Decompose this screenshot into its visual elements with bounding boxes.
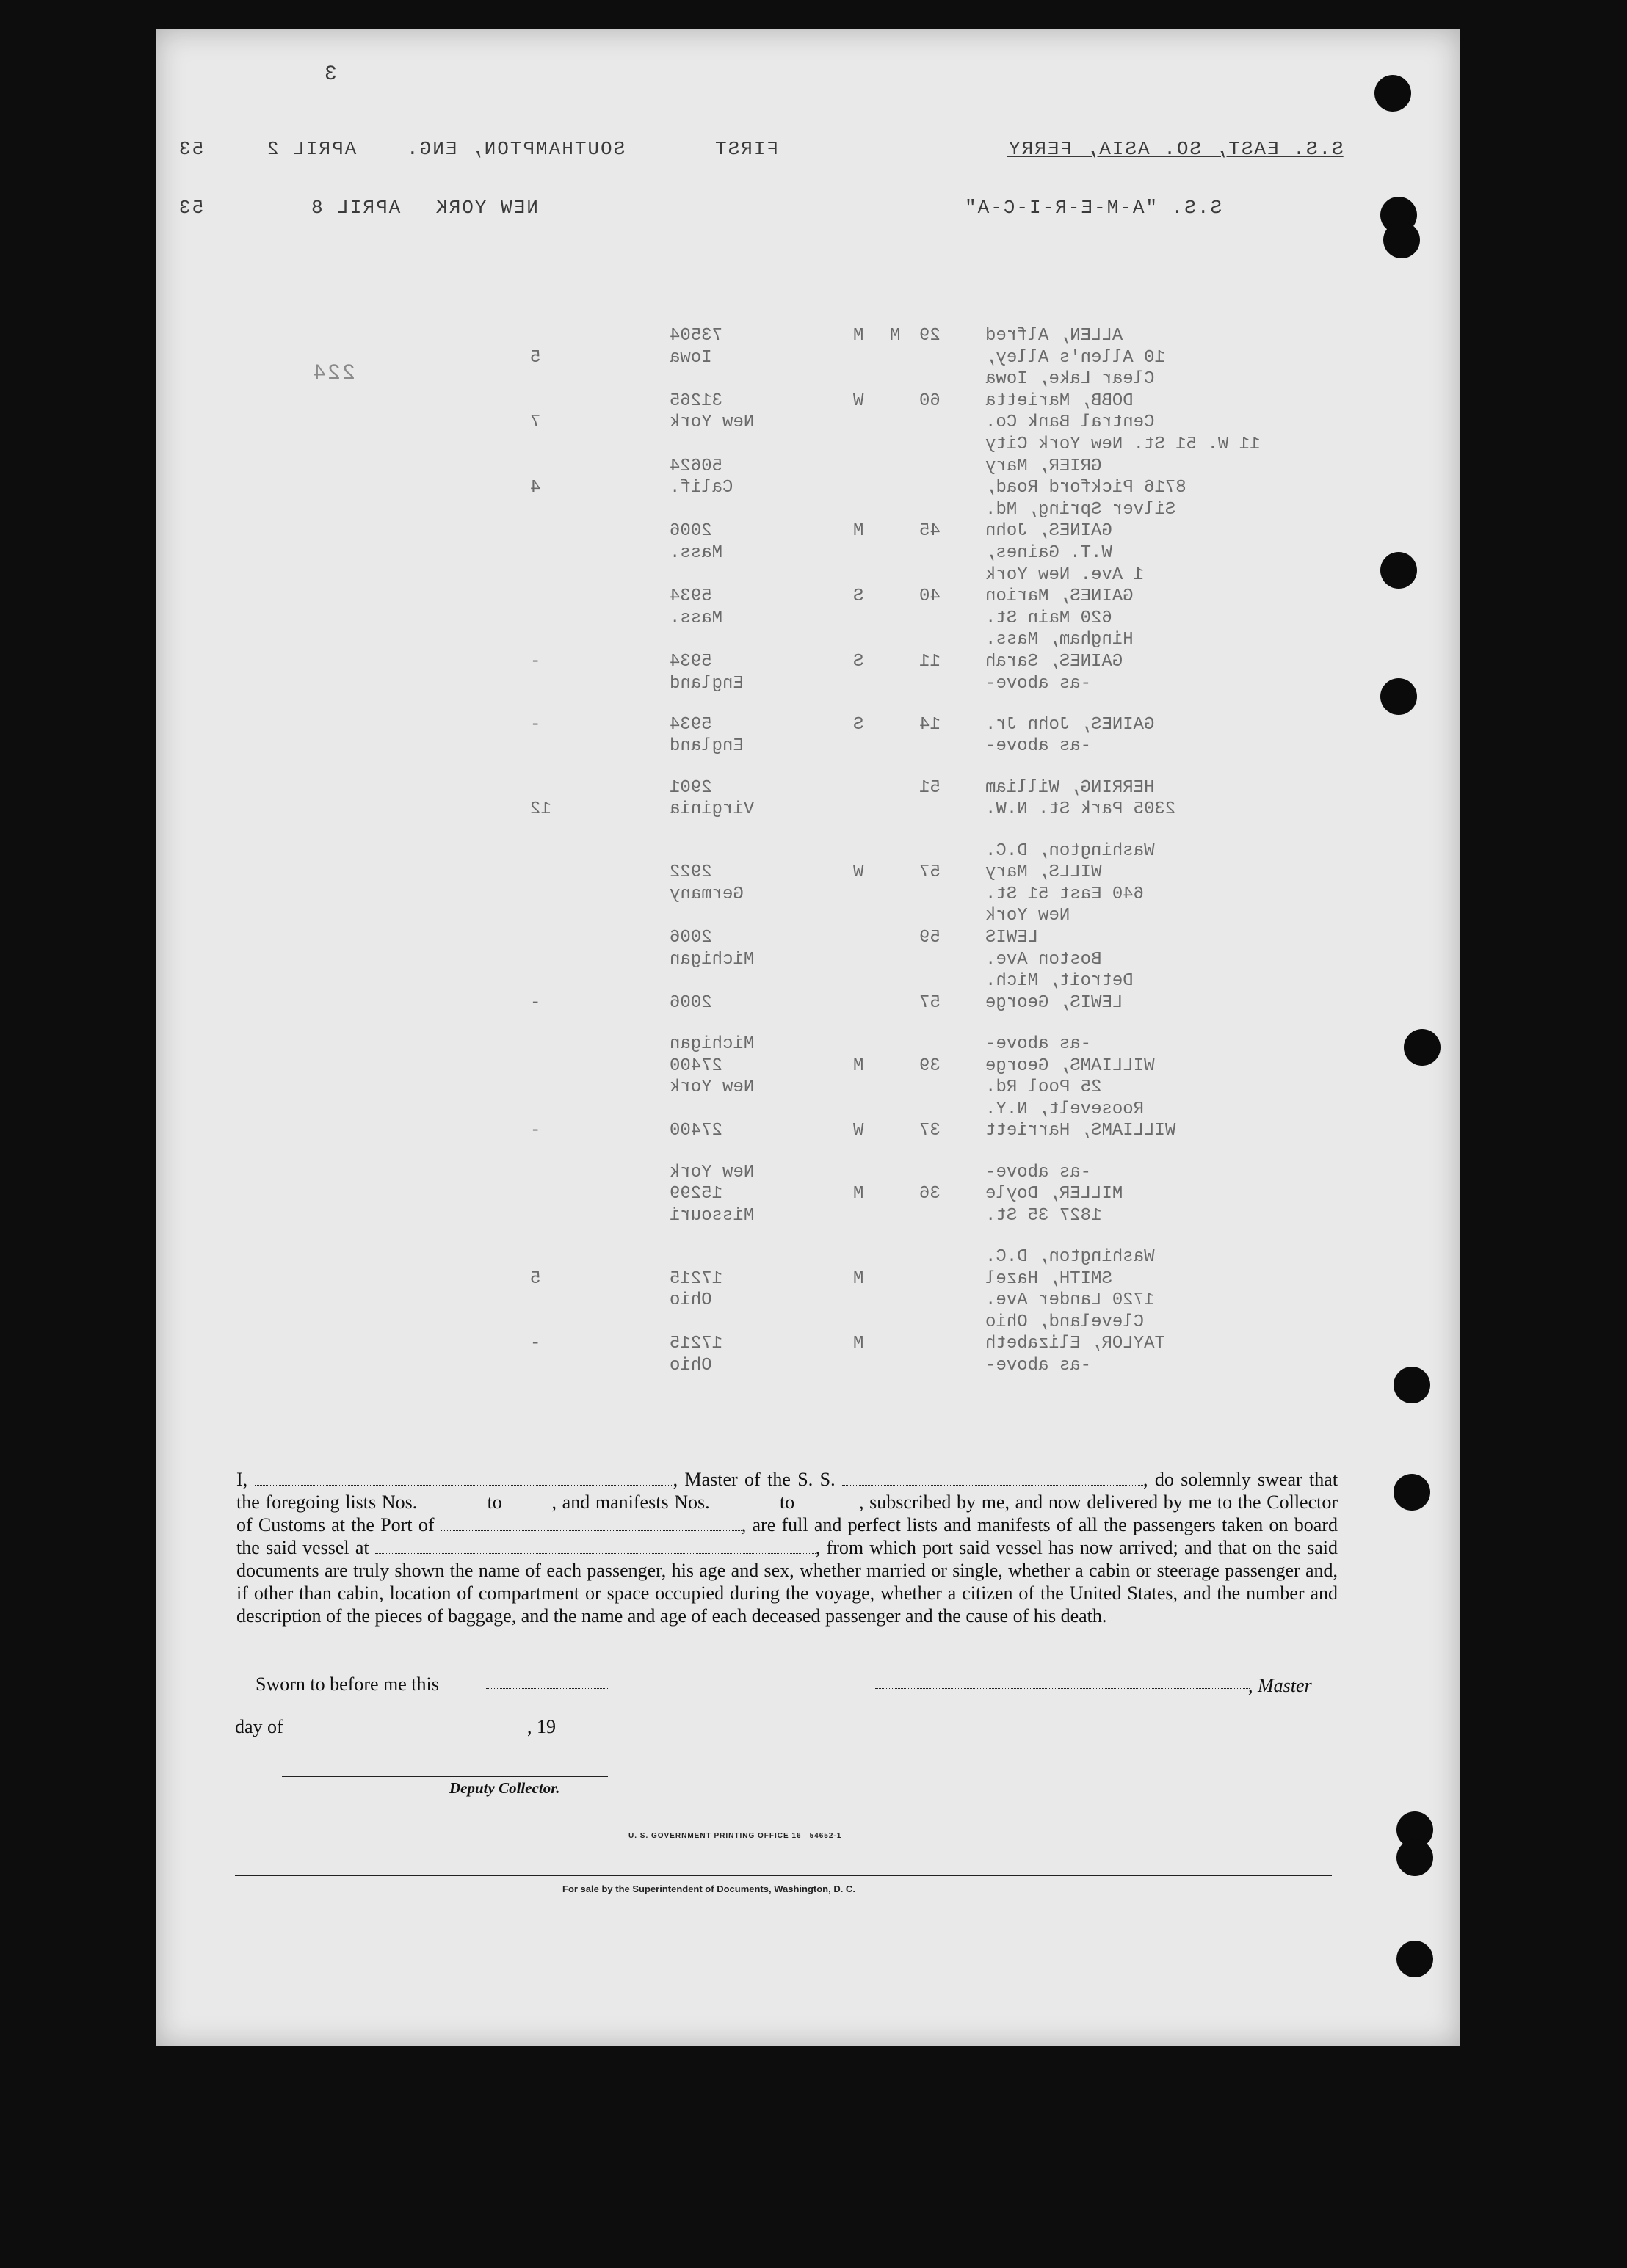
master-label: , Master (1248, 1675, 1312, 1696)
row-dest: Missouri (670, 1205, 755, 1226)
header-port: SOUTHAMPTON, ENG. (405, 138, 626, 160)
decl-to-2: to (780, 1491, 795, 1513)
row-entry: -as above- (985, 1033, 1092, 1054)
decl-manifests-all: manifests of all the passengers taken on board the said vessel at (236, 1514, 1338, 1558)
row-entry: Central Bank Co. (985, 412, 1155, 433)
header-class: FIRST (714, 138, 779, 160)
row-count: - (530, 992, 541, 1013)
decl-body: port said vessel has now arrived; and that on the said documents are truly shown the name of each passenger, his age and sex, whether married or single, whether a cabin or steerage passenger and, if other than cabin, location of compartment or space occupied during the voyage, whether a citizen of the United States, and the number and description of the pieces of baggage, and the name and age of each deceased passenger and the cause of his death. (236, 1537, 1338, 1627)
passenger-row (156, 884, 1460, 906)
row-age: 29 (919, 326, 941, 346)
row-dest: Germany (670, 884, 744, 904)
passenger-row (156, 457, 1460, 479)
row-dest: Mass. (670, 543, 723, 563)
row-ref: 2006 (670, 992, 712, 1013)
row-entry: LEWIS (985, 927, 1039, 948)
row-count: - (530, 1121, 541, 1141)
row-entry: LEWIS, George (985, 992, 1123, 1013)
row-ms: M (853, 1334, 864, 1354)
header-vessel: S.S. EAST, SO. ASIA, FERRY (1007, 138, 1344, 160)
row-entry: 11 W. 51 St. New York City (985, 435, 1261, 454)
decl-from-which: , from which (815, 1537, 916, 1558)
row-ms: M (853, 521, 864, 542)
row-ms: S (853, 652, 864, 672)
decl-swear: swear that the foregoing lists Nos. (236, 1469, 1338, 1513)
row-ms: S (853, 586, 864, 607)
row-entry: Hingham, Mass. (985, 630, 1134, 650)
row-entry: MILLER, Doyle (985, 1184, 1123, 1204)
punch-hole (1383, 222, 1420, 258)
row-entry: Detroit, Mich. (985, 971, 1134, 992)
passenger-row (156, 736, 1460, 758)
row-age: 40 (919, 586, 941, 607)
master-blank (875, 1688, 1250, 1689)
row-dest: New York (670, 412, 755, 433)
passenger-row (156, 1034, 1460, 1056)
row-entry: 2305 Park St. N.W. (985, 799, 1176, 820)
row-entry: Silver Spring, Md. (985, 499, 1176, 520)
row-entry: -as above- (985, 673, 1092, 694)
passenger-row (156, 993, 1460, 1015)
row-ref: 17215 (670, 1268, 723, 1289)
page-number: 3 (323, 63, 337, 86)
passenger-row (156, 1247, 1460, 1269)
row-dest: England (670, 673, 744, 694)
row-sex: M (890, 326, 901, 346)
day-of-label: day of (235, 1716, 283, 1737)
row-ms: W (853, 862, 864, 883)
row-entry: WILLIAMS, Harriett (985, 1121, 1176, 1141)
row-ref: 2006 (670, 927, 712, 948)
row-entry: ALLEN, Alfred (985, 326, 1123, 346)
row-ms: M (853, 1268, 864, 1289)
footer-rule (235, 1875, 1332, 1876)
row-dest: Calif. (670, 478, 733, 498)
row-entry: -as above- (985, 1162, 1092, 1182)
passenger-row (156, 906, 1460, 928)
passenger-row (156, 500, 1460, 522)
row-entry: Roosevelt, N.Y. (985, 1099, 1145, 1119)
row-entry: WILLIAMS, George (985, 1055, 1155, 1076)
passenger-row (156, 348, 1460, 370)
row-entry: 1 Ave. New York (985, 564, 1145, 585)
row-age: 36 (919, 1184, 941, 1204)
passenger-row (156, 841, 1460, 863)
row-age: 45 (919, 521, 941, 542)
row-count: 12 (530, 799, 551, 820)
passenger-row (156, 608, 1460, 630)
row-dest: Michigan (670, 949, 755, 970)
row-ref: 17215 (670, 1334, 723, 1354)
header-seq-no: 53 (178, 138, 204, 160)
row-age: 51 (919, 777, 941, 798)
row-entry: GAINES, John Jr. (985, 714, 1155, 735)
passenger-row (156, 1290, 1460, 1312)
punch-hole (1374, 75, 1411, 112)
passenger-row (156, 1334, 1460, 1356)
header-date-2: APRIL 8 (310, 197, 401, 219)
row-dest: Iowa (670, 347, 712, 368)
passenger-row (156, 565, 1460, 587)
row-dest: Ohio (670, 1356, 712, 1376)
row-ref: 27400 (670, 1121, 723, 1141)
row-entry: 10 Allen's Alley, (985, 347, 1165, 368)
passenger-row (156, 630, 1460, 652)
deputy-blank (282, 1776, 608, 1777)
header-date: APRIL 2 (266, 138, 357, 160)
passenger-row (156, 543, 1460, 565)
passenger-row (156, 1077, 1460, 1100)
row-count: - (530, 652, 541, 672)
sworn-blank (486, 1688, 608, 1689)
year-label: , 19 (527, 1716, 556, 1737)
row-entry: 1827 35 St. (985, 1205, 1102, 1226)
row-entry: GAINES, Marion (985, 586, 1134, 607)
decl-master-of: , Master of the S. S. (673, 1469, 836, 1490)
passenger-row (156, 950, 1460, 972)
row-entry: SMITH, Hazel (985, 1268, 1112, 1289)
row-ref: 2922 (670, 862, 712, 883)
row-ref: 2901 (670, 777, 712, 798)
row-count: 5 (530, 347, 541, 368)
row-dest: New York (670, 1162, 755, 1182)
row-age: 57 (919, 862, 941, 883)
punch-hole (1394, 1474, 1430, 1511)
header-port-2: NEW YORK (435, 197, 538, 219)
row-count: - (530, 714, 541, 735)
row-ms: W (853, 390, 864, 411)
row-entry: GAINES, John (985, 521, 1112, 542)
decl-to-1: to (487, 1491, 502, 1513)
row-dest: Virginia (670, 799, 755, 820)
row-age: 11 (919, 652, 941, 672)
row-dest: Michigan (670, 1033, 755, 1054)
passenger-row (156, 1100, 1460, 1122)
row-count: - (530, 1334, 541, 1354)
row-age: 60 (919, 390, 941, 411)
passenger-row (156, 391, 1460, 413)
passenger-row (156, 478, 1460, 500)
manifest-page (156, 29, 1460, 2046)
row-ref: 5934 (670, 652, 712, 672)
row-entry: Washington, D.C. (985, 1247, 1155, 1268)
row-dest: England (670, 736, 744, 757)
row-entry: Washington, D.C. (985, 840, 1155, 861)
row-entry: GRIER, Mary (985, 456, 1102, 476)
passenger-row (156, 1184, 1460, 1206)
passenger-row (156, 715, 1460, 737)
row-entry: TAYLOR, Elizabeth (985, 1334, 1165, 1354)
passenger-row (156, 674, 1460, 696)
row-ref: 31265 (670, 390, 723, 411)
passenger-row (156, 1056, 1460, 1078)
decl-i: I, (236, 1469, 248, 1490)
row-entry: 620 Main St. (985, 608, 1112, 628)
passenger-row (156, 586, 1460, 608)
row-entry: 25 Pool Rd. (985, 1077, 1102, 1098)
stamp-mark: 224 (311, 361, 356, 386)
footer-note: For sale by the Superintendent of Documents, Washington, D. C. (562, 1883, 855, 1894)
deputy-collector-label: Deputy Collector. (449, 1779, 560, 1797)
row-entry: 8716 Pickford Road, (985, 478, 1186, 498)
row-entry: Cleveland, Ohio (985, 1312, 1145, 1332)
row-entry: 1720 Lander Ave. (985, 1290, 1155, 1311)
row-age: 14 (919, 714, 941, 735)
header-ship-code: S.S. "A-M-E-R-I-C-A" (963, 197, 1222, 219)
row-entry: WILLS, Mary (985, 862, 1102, 883)
row-age: 57 (919, 992, 941, 1013)
row-ms: M (853, 1184, 864, 1204)
row-count: 4 (530, 478, 541, 498)
row-age: 37 (919, 1121, 941, 1141)
row-dest: Mass. (670, 608, 723, 628)
passenger-row (156, 326, 1460, 348)
row-ms: S (853, 714, 864, 735)
sworn-label: Sworn to before me this (256, 1673, 439, 1695)
decl-subscribed: , subscribed by me, and now (858, 1491, 1081, 1513)
row-entry: New York (985, 906, 1070, 926)
punch-hole (1396, 1839, 1433, 1876)
row-ref: 73504 (670, 326, 723, 346)
decl-full-perfect: , are full and perfect lists and (741, 1514, 971, 1535)
passenger-row (156, 799, 1460, 821)
row-entry: -as above- (985, 1356, 1092, 1376)
punch-hole (1396, 1941, 1433, 1977)
passenger-row (156, 1269, 1460, 1291)
row-dest: Ohio (670, 1290, 712, 1311)
row-count: 7 (530, 412, 541, 433)
master-declaration (236, 1468, 1338, 1627)
decl-solemnly: , do solemnly (1143, 1469, 1251, 1490)
decl-delivered: delivered by me to the Collector of Customs at the Port of (236, 1491, 1338, 1535)
row-age: 59 (919, 927, 941, 948)
passenger-row (156, 412, 1460, 435)
row-entry: W.T. Gaines, (985, 543, 1112, 563)
printing-office: U. S. GOVERNMENT PRINTING OFFICE 16—54652-1 (628, 1832, 842, 1840)
header-seq-no-2: 53 (178, 197, 204, 219)
row-entry: DOBB, Marietta (985, 390, 1134, 411)
row-ref: 5934 (670, 586, 712, 607)
passenger-row (156, 778, 1460, 800)
row-dest: New York (670, 1077, 755, 1098)
passenger-row (156, 1163, 1460, 1185)
passenger-row (156, 369, 1460, 391)
passenger-row (156, 971, 1460, 993)
row-ref: 5934 (670, 714, 712, 735)
row-entry: 640 East 51 St. (985, 884, 1145, 904)
passenger-row (156, 928, 1460, 950)
passenger-row (156, 652, 1460, 674)
passenger-row (156, 1121, 1460, 1143)
row-ms: W (853, 1121, 864, 1141)
passenger-row (156, 521, 1460, 543)
passenger-row (156, 862, 1460, 884)
passenger-row (156, 1312, 1460, 1334)
decl-manifests: , and manifests Nos. (551, 1491, 710, 1513)
row-entry: GAINES, Sarah (985, 652, 1123, 672)
row-entry: Boston Ave. (985, 949, 1102, 970)
row-entry: HERRING, William (985, 777, 1155, 798)
passenger-row (156, 1356, 1460, 1378)
passenger-row (156, 435, 1460, 457)
row-ref: 2006 (670, 521, 712, 542)
row-ref: 27400 (670, 1055, 723, 1076)
row-entry: Clear Lake, Iowa (985, 369, 1155, 390)
row-ms: M (853, 1055, 864, 1076)
row-ref: 15299 (670, 1184, 723, 1204)
row-ms: M (853, 326, 864, 346)
row-age: 39 (919, 1055, 941, 1076)
row-entry: -as above- (985, 736, 1092, 757)
passenger-row (156, 1206, 1460, 1228)
row-ref: 50624 (670, 456, 723, 476)
row-count: 5 (530, 1268, 541, 1289)
